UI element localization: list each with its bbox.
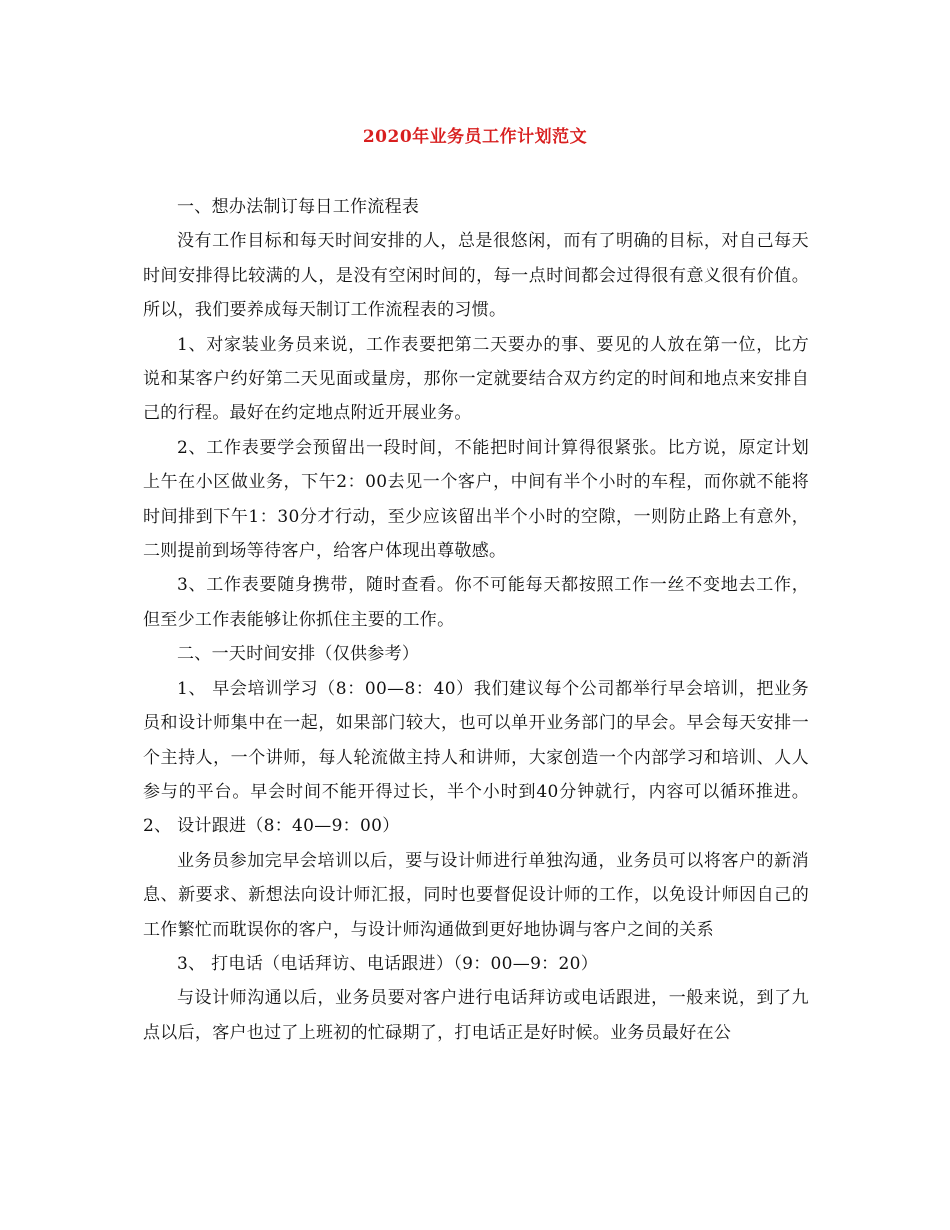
section-heading: 一、想办法制订每日工作流程表: [177, 197, 420, 217]
paragraph: 与设计师沟通以后，业务员要对客户进行电话拜访或电话跟进，一般来说，到了九点以后，客户也过了上班初的忙碌期了，打电话正是好时候。业务员最好在公: [143, 988, 809, 1043]
section-heading: 二、一天时间安排（仅供参考）: [177, 644, 420, 665]
document-title: 2020年业务员工作计划范文: [362, 127, 588, 147]
paragraph: 3、 打电话（电话拜访、电话跟进）（9：00—9：20）: [177, 953, 599, 974]
paragraph: 1、 早会培训学习（8：00—8：40）我们建议每个公司都举行早会培训，把业务员和设计师集中在一起，如果部门较大，也可以单开业务部门的早会。早会每天安排一个主持人，一个讲师，每人轮流做主持人和讲师，大家创造一个内部学习和培训、人人参与的平台。早会时间不能开得过长，半个小时到40分钟就行，内容可以循环推进。2、 设计跟进（8：40—9：00）: [143, 678, 809, 837]
document-body: [143, 190, 809, 1050]
paragraph: 没有工作目标和每天时间安排的人，总是很悠闲，而有了明确的目标，对自己每天时间安排得比较满的人，是没有空闲时间的，每一点时间都会过得很有意义很有价值。所以，我们要养成每天制订工作流程表的习惯。: [143, 231, 809, 321]
paragraph: 1、对家装业务员来说，工作表要把第二天要办的事、要见的人放在第一位，比方说和某客户约好第二天见面或量房，那你一定就要结合双方约定的时间和地点来安排自己的行程。最好在约定地点附近开展业务。: [143, 334, 809, 424]
paragraph: 3、工作表要随身携带，随时查看。你不可能每天都按照工作一丝不变地去工作，但至少工作表能够让你抓住主要的工作。: [143, 575, 809, 630]
paragraph: 业务员参加完早会培训以后，要与设计师进行单独沟通，业务员可以将客户的新消息、新要求、新想法向设计师汇报，同时也要督促设计师的工作，以免设计师因自己的工作繁忙而耽误你的客户，与设计师沟通做到更好地协调与客户之间的关系: [143, 850, 809, 940]
paragraph: 2、工作表要学会预留出一段时间，不能把时间计算得很紧张。比方说，原定计划上午在小区做业务，下午2：00去见一个客户，中间有半个小时的车程，而你就不能将时间排到下午1：30分才行动，至少应该留出半个小时的空隙，一则防止路上有意外，二则提前到场等待客户，给客户体现出尊敬感。: [143, 437, 809, 562]
